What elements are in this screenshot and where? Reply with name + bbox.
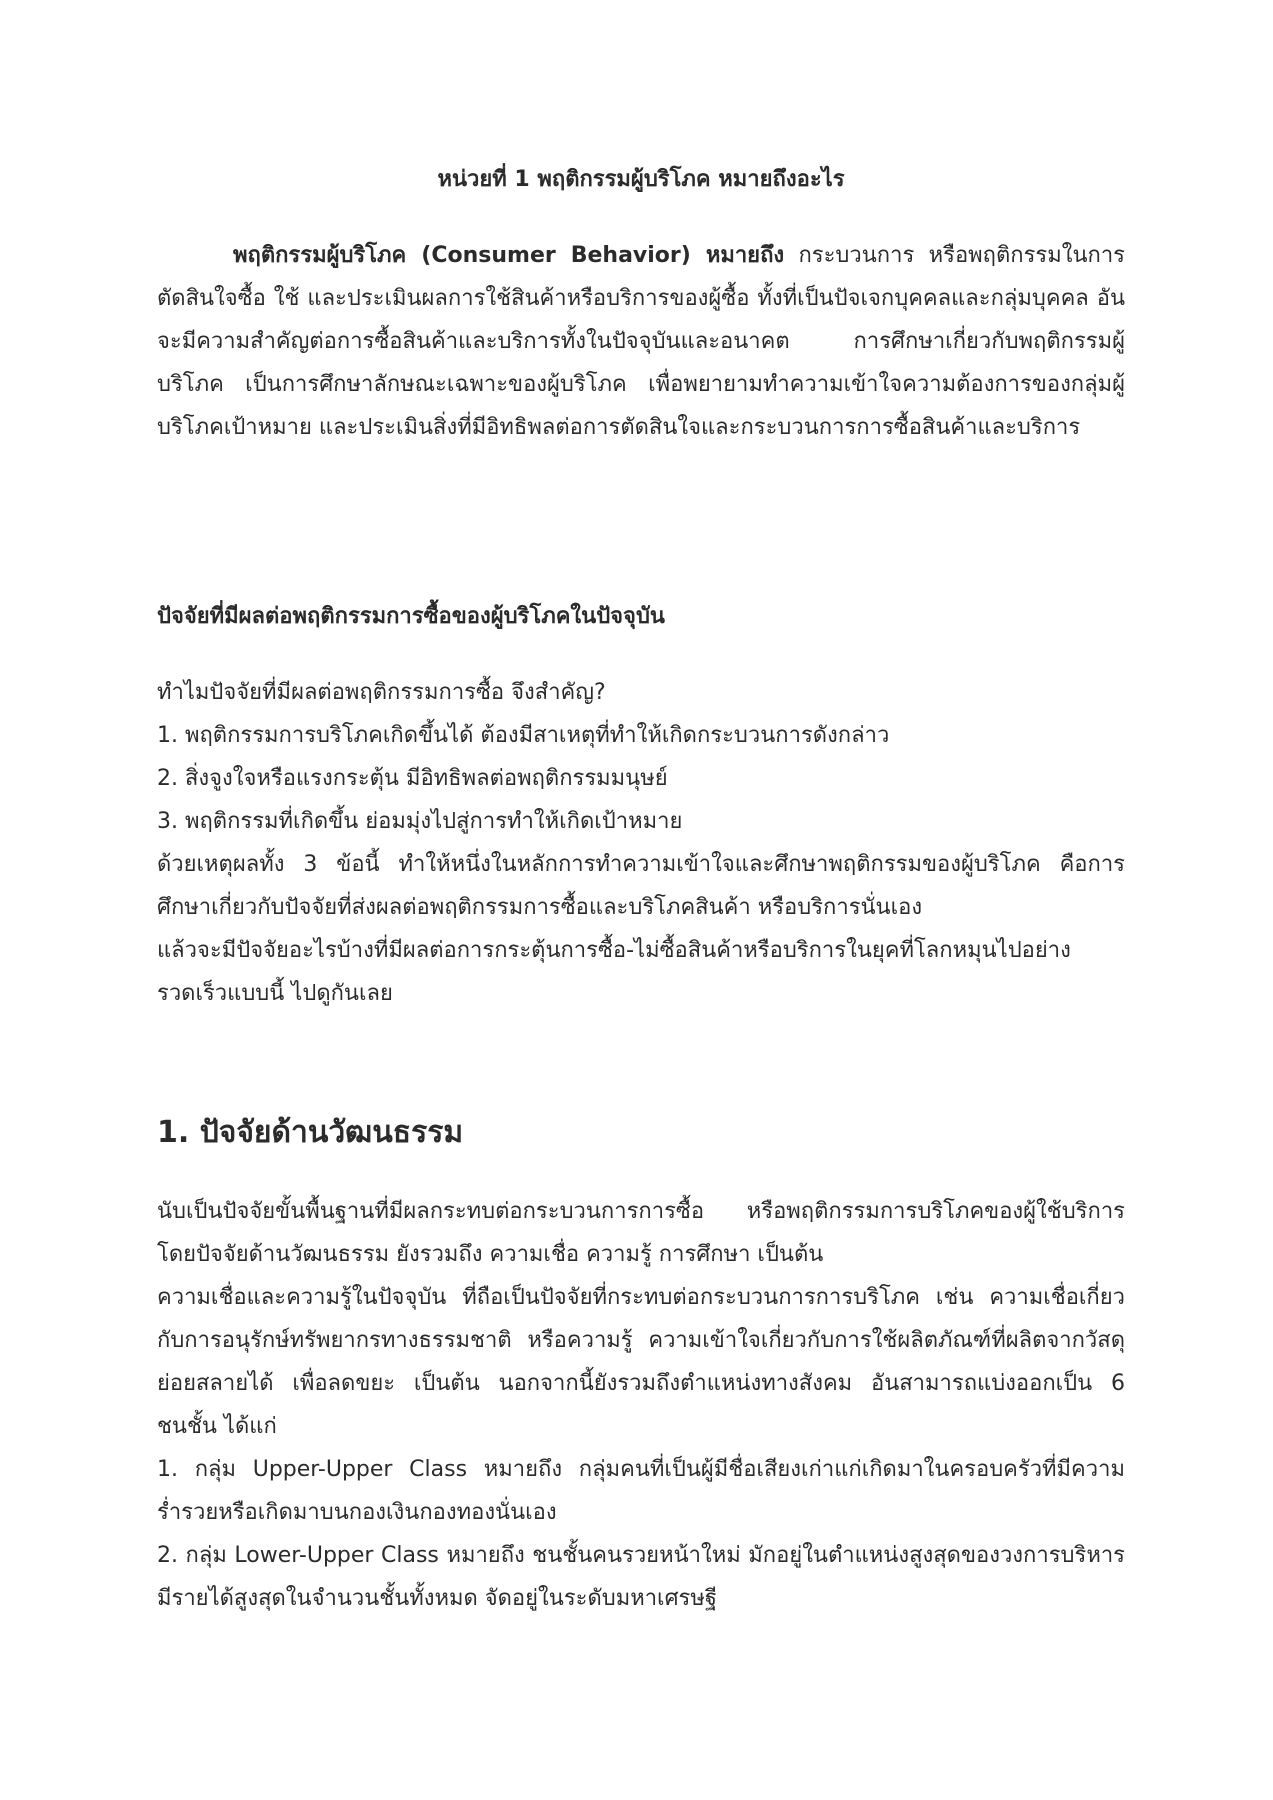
culture-class-1: 1. กลุ่ม Upper-Upper Class หมายถึง กลุ่มคนที่เป็นผู้มีชื่อเสียงเก่าแก่เกิดมาในครอบครัวที่มีความร่ำรวยหรือเกิดมาบนกองเงินกองทองนั่นเอง xyxy=(157,1457,1125,1525)
factors-question: ทำไมปัจจัยที่มีผลต่อพฤติกรรมการซื้อ จึงสำคัญ? xyxy=(157,680,606,705)
culture-section xyxy=(157,1111,1125,1155)
factors-lead-in: แล้วจะมีปัจจัยอะไรบ้างที่มีผลต่อการกระตุ้นการซื้อ-ไม่ซื้อสินค้าหรือบริการในยุคที่โลกหมุนไปอย่างรวดเร็วแบบนี้ ไปดูกันเลย xyxy=(157,938,1071,1006)
culture-body xyxy=(157,1190,1125,1620)
intro-section xyxy=(157,234,1125,449)
factors-item-2: 2. สิ่งจูงใจหรือแรงกระตุ้น มีอิทธิพลต่อพฤติกรรมมนุษย์ xyxy=(157,766,668,791)
intro-body: กระบวนการ หรือพฤติกรรมในการตัดสินใจซื้อ ใช้ และประเมินผลการใช้สินค้าหรือบริการของผู้ซื้อ ทั้งที่เป็นปัจเจกบุคคลและกลุ่มบุคคล อันจะมีความสำคัญต่อการซื้อสินค้าและบริการทั้งในปัจจุบันและอนาคต การศึกษาเกี่ยวกับพฤติกรรมผู้บริโภค เป็นการศึกษาลักษณะเฉพาะของผู้บริโภค เพื่อพยายามทำความเข้าใจความต้องการของกลุ่มผู้บริโภคเป้าหมาย และประเมินสิ่งที่มีอิทธิพลต่อการตัดสินใจและกระบวนการการซื้อสินค้าและบริการ xyxy=(157,243,1125,440)
intro-term: พฤติกรรมผู้บริโภค (Consumer Behavior) หมายถึง xyxy=(233,243,785,268)
factors-item-3: 3. พฤติกรรมที่เกิดขึ้น ย่อมมุ่งไปสู่การทำให้เกิดเป้าหมาย xyxy=(157,809,683,834)
culture-paragraph-1: นับเป็นปัจจัยขั้นพื้นฐานที่มีผลกระทบต่อกระบวนการการซื้อ หรือพฤติกรรมการบริโภคของผู้ใช้บริการ โดยปัจจัยด้านวัฒนธรรม ยังรวมถึง ความเชื่อ ความรู้ การศึกษา เป็นต้น xyxy=(157,1199,1125,1267)
factors-heading: ปัจจัยที่มีผลต่อพฤติกรรมการซื้อของผู้บริโภคในปัจจุบัน xyxy=(157,604,665,629)
factors-body xyxy=(157,671,1125,1015)
culture-heading: 1. ปัจจัยด้านวัฒนธรรม xyxy=(157,1115,464,1150)
culture-class-2: 2. กลุ่ม Lower-Upper Class หมายถึง ชนชั้นคนรวยหน้าใหม่ มักอยู่ในตำแหน่งสูงสุดของวงการบริหาร มีรายได้สูงสุดในจำนวนชั้นทั้งหมด จัดอยู่ในระดับมหาเศรษฐี xyxy=(157,1543,1125,1611)
factors-section xyxy=(157,597,1125,637)
factors-conclusion: ด้วยเหตุผลทั้ง 3 ข้อนี้ ทำให้หนึ่งในหลักการทำความเข้าใจและศึกษาพฤติกรรมของผู้บริโภค คือการศึกษาเกี่ยวกับปัจจัยที่ส่งผลต่อพฤติกรรมการซื้อและบริโภคสินค้า หรือบริการนั่นเอง xyxy=(157,852,1125,920)
page-title: หน่วยที่ 1 พฤติกรรมผู้บริโภค หมายถึงอะไร xyxy=(437,167,845,192)
culture-paragraph-2: ความเชื่อและความรู้ในปัจจุบัน ที่ถือเป็นปัจจัยที่กระทบต่อกระบวนการการบริโภค เช่น ความเชื่อเกี่ยวกับการอนุรักษ์ทรัพยากรทางธรรมชาติ หรือความรู้ ความเข้าใจเกี่ยวกับการใช้ผลิตภัณฑ์ที่ผลิตจากวัสดุย่อยสลายได้ เพื่อลดขยะ เป็นต้น นอกจากนี้ยังรวมถึงตำแหน่งทางสังคม อันสามารถแบ่งออกเป็น 6 ชนชั้น ได้แก่ xyxy=(157,1285,1125,1439)
factors-item-1: 1. พฤติกรรมการบริโภคเกิดขึ้นได้ ต้องมีสาเหตุที่ทำให้เกิดกระบวนการดังกล่าว xyxy=(157,723,890,748)
intro-paragraph xyxy=(157,234,1125,449)
